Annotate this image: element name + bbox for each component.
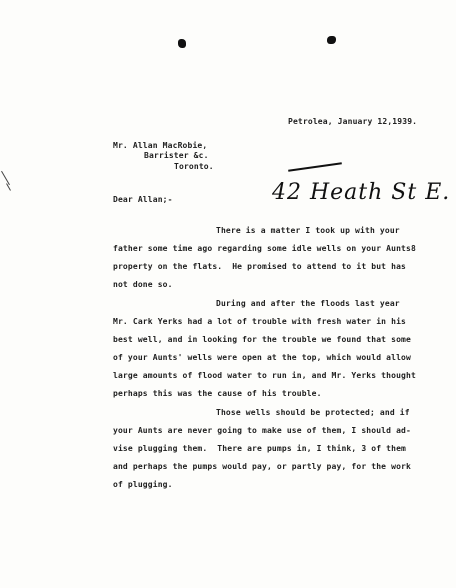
salutation: Dear Allan;-	[113, 195, 173, 204]
paragraph-line: of your Aunts' wells were open at the top, which would allow	[113, 353, 411, 362]
paragraph-line: your Aunts are never going to make use of them, I should ad-	[113, 426, 411, 435]
paragraph-line: father some time ago regarding some idle wells on your Aunts8	[113, 244, 416, 253]
paragraph-line: property on the flats. He promised to attend to it but has	[113, 262, 407, 271]
handwriting-strike-mark	[288, 162, 342, 171]
recipient-city: Toronto.	[174, 162, 214, 171]
paragraph-line: perhaps this was the cause of his trouble.	[113, 389, 322, 398]
recipient-name: Mr. Allan MacRobie,	[113, 141, 208, 150]
date-line: Petrolea, January 12,1939.	[288, 117, 418, 126]
handwritten-address	[240, 154, 450, 258]
recipient-title: Barrister &c.	[144, 151, 209, 160]
paragraph-line: During and after the floods last year	[216, 299, 400, 308]
punch-hole-mark	[178, 39, 186, 48]
paragraph-line: large amounts of flood water to run in, and Mr. Yerks thought	[113, 371, 416, 380]
paragraph-line: not done so.	[113, 280, 173, 289]
paragraph-line: and perhaps the pumps would pay, or partly pay, for the work	[113, 462, 411, 471]
paragraph-line: best well, and in looking for the trouble we found that some	[113, 335, 411, 344]
paragraph-line: Those wells should be protected; and if	[216, 408, 410, 417]
handwritten-address-text: 42 Heath St E.	[271, 180, 451, 205]
paragraph-line: vise plugging them. There are pumps in, I think, 3 of them	[113, 444, 407, 453]
punch-hole-mark	[327, 36, 336, 44]
paragraph-line: Mr. Cark Yerks had a lot of trouble with fresh water in his	[113, 317, 407, 326]
paragraph-line: of plugging.	[113, 480, 173, 489]
paragraph-line: There is a matter I took up with your	[216, 226, 400, 235]
